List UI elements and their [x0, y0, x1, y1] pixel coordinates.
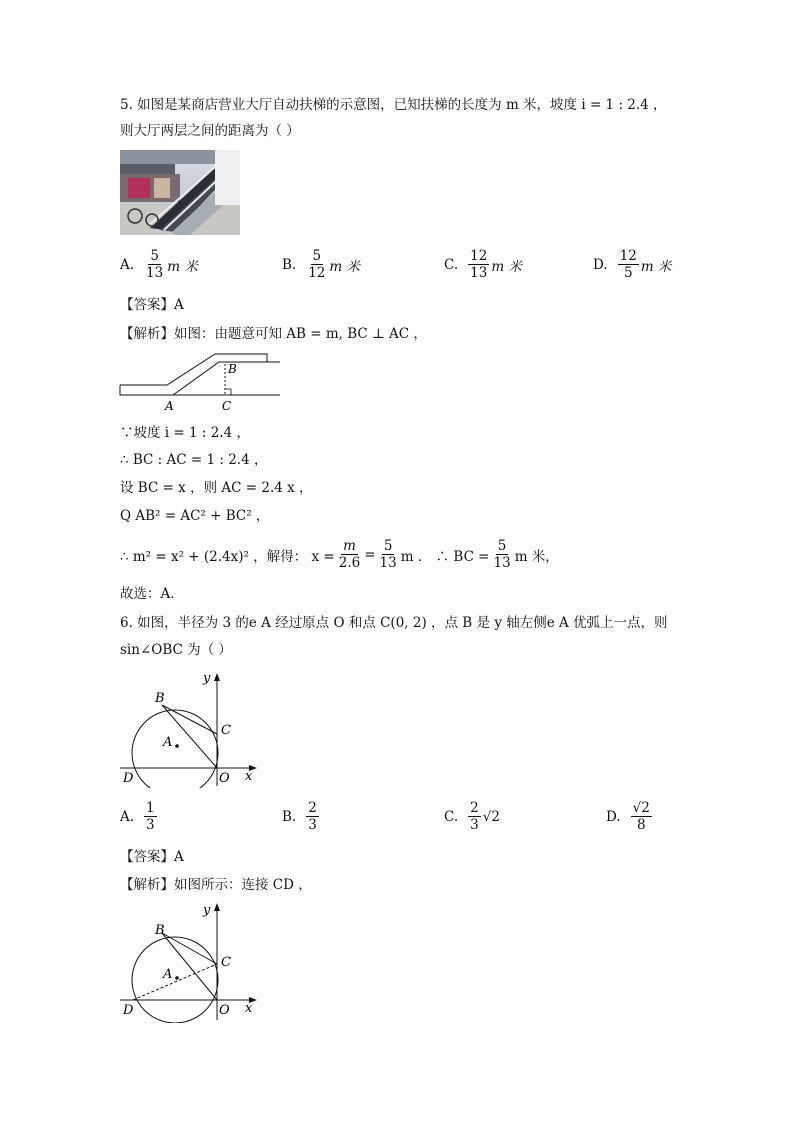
label-x: x — [245, 769, 253, 784]
q5-option-a[interactable]: A. $\frac{5}{13}$ m 米 — [120, 248, 198, 281]
q5-stem-line1: 5. 如图是某商店营业大厅自动扶梯的示意图，已知扶梯的长度为 m 米，坡度 i = 1 : 2.4 ， — [120, 97, 667, 113]
label-b: B — [155, 691, 165, 706]
q5-stem-line2: 则大厅两层之间的距离为（ ） — [120, 123, 300, 139]
q6-analysis-figure — [115, 898, 265, 1023]
q5-conclusion: 故选：A． — [120, 586, 184, 602]
q6-answer: 【答案】A — [120, 849, 184, 865]
q5-step4: Q AB² = AC² + BC² ， — [120, 508, 270, 524]
escalator-photo — [120, 150, 240, 235]
label-o: O — [219, 771, 230, 786]
q5-analysis-intro: 【解析】如图：由题意可知 AB = m, BC ⊥ AC ， — [120, 326, 427, 342]
label-a: A — [163, 735, 173, 750]
label-y: y — [203, 671, 211, 686]
label-b: B — [155, 923, 165, 938]
label-b: B — [228, 362, 237, 376]
q6-option-d[interactable]: D. $\frac{√2}{8}$ — [606, 800, 650, 833]
q5-option-d[interactable]: D. $\frac{12}{5}$ m 米 — [593, 248, 672, 281]
q6-option-b[interactable]: B. $\frac{2}{3}$ — [282, 800, 317, 833]
label-d: D — [123, 1003, 134, 1018]
q6-circle-figure — [115, 668, 265, 788]
q5-option-b[interactable]: B. $\frac{5}{12}$ m 米 — [282, 248, 360, 281]
q5-answer: 【答案】A — [120, 297, 184, 313]
label-c: C — [221, 723, 231, 738]
q6-option-a[interactable]: A. $\frac{1}{3}$ — [120, 800, 155, 833]
label-c: C — [221, 955, 231, 970]
q5-step5: ∴ m² = x² + (2.4x)² ，解得： x = $\frac{m}{2.6}$ = $\frac{5}{13}$ m ． ∴ BC = $\frac{5}{13}$ m 米， — [120, 538, 559, 571]
label-a: A — [165, 399, 174, 413]
q5-step3: 设 BC = x ，则 AC = 2.4 x ， — [120, 480, 313, 496]
label-a: A — [163, 967, 173, 982]
q5-option-c[interactable]: C. $\frac{12}{13}$ m 米 — [444, 248, 522, 281]
label-y: y — [203, 903, 211, 918]
q6-stem-line2: sin∠OBC 为（ ） — [120, 642, 232, 658]
label-x: x — [245, 1001, 253, 1016]
label-c: C — [222, 399, 232, 413]
label-o: O — [219, 1003, 230, 1018]
q5-step1: ∵坡度 i = 1 : 2.4 ， — [120, 425, 250, 441]
q6-analysis-intro: 【解析】如图所示：连接 CD ， — [120, 877, 312, 893]
q6-option-c[interactable]: C. $\frac{2}{3}$ √2 — [444, 800, 500, 833]
escalator-diagram — [115, 348, 290, 416]
label-d: D — [123, 771, 134, 786]
q5-step2: ∴ BC : AC = 1 : 2.4 ， — [120, 452, 268, 468]
q6-stem-line1: 6. 如图，半径为 3 的e A 经过原点 O 和点 C(0, 2) ，点 B 是 y 轴左侧e A 优弧上一点，则 — [120, 615, 668, 631]
